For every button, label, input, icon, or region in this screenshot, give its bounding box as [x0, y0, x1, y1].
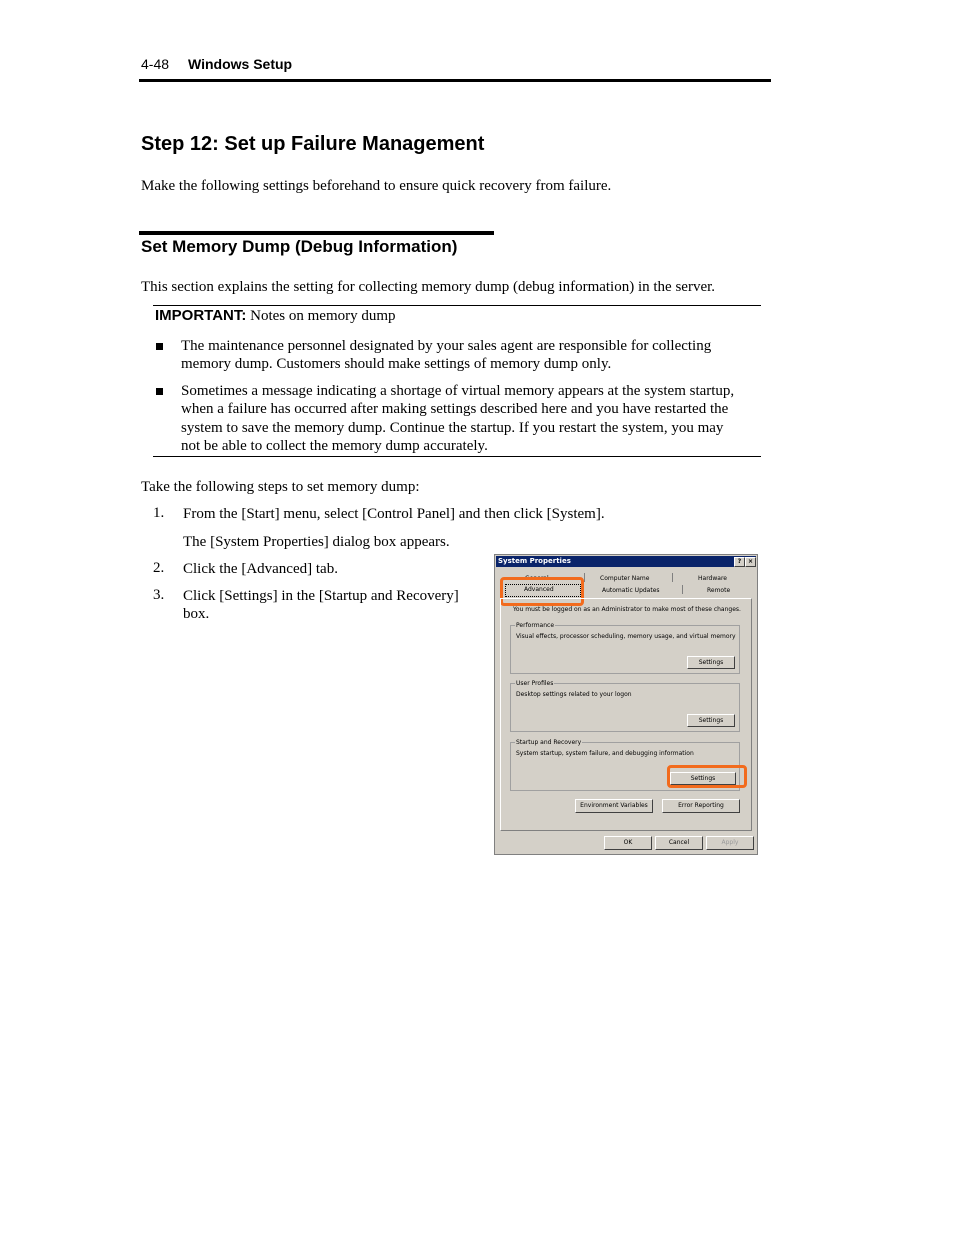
user-profiles-group	[510, 680, 740, 732]
important-label: IMPORTANT:	[155, 307, 247, 324]
group-label: Startup and Recovery	[516, 739, 582, 746]
group-description: Visual effects, processor scheduling, memory usage, and virtual memory	[516, 633, 736, 640]
group-label: Performance	[516, 622, 555, 629]
tab-general[interactable]: General	[525, 575, 549, 582]
advanced-tab-panel	[500, 598, 752, 831]
apply-button[interactable]: Apply	[706, 836, 754, 850]
performance-settings-button[interactable]: Settings	[687, 656, 735, 669]
tab-divider	[682, 585, 683, 594]
tab-remote[interactable]: Remote	[707, 587, 731, 594]
step-number: 2.	[153, 560, 165, 576]
section-title: Set Memory Dump (Debug Information)	[141, 237, 458, 256]
error-reporting-button[interactable]: Error Reporting	[662, 799, 740, 813]
important-heading	[155, 307, 396, 325]
step-3-text: Click [Settings] in the [Startup and Recovery] box.	[183, 588, 459, 622]
step-1-text: From the [Start] menu, select [Control Panel] and then click [System].	[183, 506, 605, 522]
header-section-title: Windows Setup	[188, 56, 293, 72]
bullet-icon	[156, 343, 163, 350]
tab-computer-name[interactable]: Computer Name	[600, 575, 650, 582]
startup-recovery-settings-button[interactable]: Settings	[670, 772, 736, 785]
tab-automatic-updates[interactable]: Automatic Updates	[602, 587, 660, 594]
cancel-button[interactable]: Cancel	[655, 836, 703, 850]
step-number: 1.	[153, 505, 165, 521]
dialog-title: System Properties	[498, 557, 571, 565]
close-button[interactable]: ×	[745, 557, 756, 567]
help-button[interactable]: ?	[734, 557, 745, 567]
environment-variables-button[interactable]: Environment Variables	[575, 799, 653, 813]
admin-notice: You must be logged on as an Administrator to make most of these changes.	[513, 606, 741, 613]
group-description: Desktop settings related to your logon	[516, 691, 632, 698]
steps-intro: Take the following steps to set memory dump:	[141, 479, 420, 495]
header-rule	[139, 79, 771, 82]
important-bullet-2: Sometimes a message indicating a shortage of virtual memory appears at the system startup, when a failure has occurred after making settings described here and you have restarted the system to save the memory dump. Continue the startup. If you restart the system, you may not be able to collect the memory dump accurately.	[181, 383, 735, 454]
page-number: 4-48	[141, 56, 170, 72]
group-description: System startup, system failure, and debugging information	[516, 750, 694, 757]
important-title: Notes on memory dump	[246, 308, 396, 324]
group-label: User Profiles	[516, 680, 554, 687]
system-properties-dialog	[494, 554, 758, 855]
dialog-titlebar	[496, 556, 756, 567]
section-intro: This section explains the setting for collecting memory dump (debug information) in the server.	[141, 279, 716, 295]
tab-divider	[584, 573, 585, 582]
intro-paragraph: Make the following settings beforehand to ensure quick recovery from failure.	[141, 178, 612, 194]
tab-hardware[interactable]: Hardware	[698, 575, 727, 582]
settings-button-highlight	[667, 765, 747, 788]
step-title: Step 12: Set up Failure Management	[141, 133, 485, 155]
important-box	[153, 305, 761, 457]
user-profiles-settings-button[interactable]: Settings	[687, 714, 735, 727]
step-number: 3.	[153, 587, 165, 603]
tab-divider	[672, 573, 673, 582]
bullet-icon	[156, 388, 163, 395]
tab-advanced[interactable]: Advanced	[524, 586, 554, 593]
section-rule	[139, 231, 494, 235]
step-1-note: The [System Properties] dialog box appears.	[183, 534, 450, 550]
performance-group	[510, 622, 740, 674]
step-2-text: Click the [Advanced] tab.	[183, 561, 338, 577]
ok-button[interactable]: OK	[604, 836, 652, 850]
important-bullet-1: The maintenance personnel designated by your sales agent are responsible for collecting memory dump. Customers should make settings of memory dump only.	[181, 338, 712, 373]
